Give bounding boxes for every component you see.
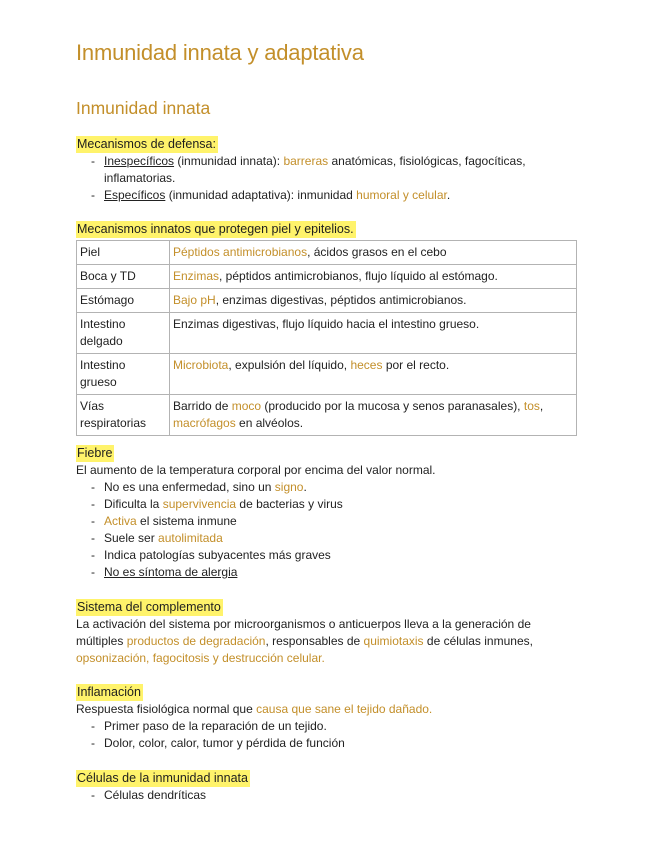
term-inespecificos: Inespecíficos bbox=[104, 154, 175, 168]
table-cell-site: Intestino delgado bbox=[77, 313, 170, 354]
dash-bullet: - bbox=[91, 531, 95, 545]
text-run: de bacterias y virus bbox=[236, 497, 343, 511]
fever-heading: Fiebre bbox=[77, 446, 113, 460]
dash-bullet: - bbox=[91, 480, 95, 494]
text-run: en alvéolos. bbox=[235, 416, 304, 430]
defense-section bbox=[76, 136, 575, 204]
table-cell-site: Boca y TD bbox=[77, 265, 170, 289]
text-run: . bbox=[428, 702, 433, 716]
dash-bullet: - bbox=[91, 736, 95, 750]
list-item bbox=[76, 530, 575, 547]
barriers-heading-wrap bbox=[76, 221, 575, 238]
text-run: anatómicas, fisiológicas, fagocíticas, inflamatorias. bbox=[104, 154, 526, 185]
table-row bbox=[77, 395, 577, 436]
table-cell-mechanisms bbox=[170, 313, 577, 354]
defense-heading: Mecanismos de defensa: bbox=[77, 137, 216, 151]
table-cell-site: Estómago bbox=[77, 289, 170, 313]
text-run: , péptidos antimicrobianos, flujo líquido al estómago. bbox=[219, 269, 498, 283]
table-cell-mechanisms bbox=[170, 265, 577, 289]
text-run: , expulsión del líquido, bbox=[228, 358, 351, 372]
dash-bullet: - bbox=[91, 548, 95, 562]
highlight-term: tos bbox=[523, 399, 540, 413]
text-run: (inmunidad adaptativa): inmunidad bbox=[165, 188, 357, 202]
text-run: (producido por la mucosa y senos paranasales), bbox=[261, 399, 524, 413]
table-row bbox=[77, 354, 577, 395]
table-row bbox=[77, 265, 577, 289]
barriers-heading: Mecanismos innatos que protegen piel y epitelios. bbox=[77, 222, 354, 236]
list-item-text: Células dendríticas bbox=[104, 788, 207, 802]
dash-bullet: - bbox=[91, 154, 95, 168]
highlight-term: signo bbox=[274, 480, 304, 494]
highlight-term: Activa bbox=[104, 514, 137, 528]
section-title: Inmunidad innata bbox=[76, 98, 211, 118]
text-run: (inmunidad innata): bbox=[174, 154, 284, 168]
text-run: Dificulta la bbox=[104, 497, 163, 511]
text-run: el sistema inmune bbox=[136, 514, 237, 528]
table-cell-site: Intestino grueso bbox=[77, 354, 170, 395]
highlight-term: causa que sane el tejido dañado bbox=[256, 702, 429, 716]
inflammation-list bbox=[76, 718, 575, 752]
dash-bullet: - bbox=[91, 788, 95, 802]
highlight-term: opsonización, fagocitosis y destrucción celular bbox=[76, 651, 322, 665]
text-run: La activación del sistema por microorganismos o anticuerpos lleva a la generación de múltiples bbox=[76, 617, 531, 648]
term-especificos: Específicos bbox=[104, 188, 166, 202]
text-run: , bbox=[539, 399, 544, 413]
list-item bbox=[76, 187, 575, 204]
text-run: , ácidos grasos en el cebo bbox=[307, 245, 447, 259]
text-run: Suele ser bbox=[104, 531, 159, 545]
text-run: Enzimas digestivas, flujo líquido hacia el intestino grueso. bbox=[173, 317, 480, 331]
complement-heading: Sistema del complemento bbox=[77, 600, 221, 614]
table-row bbox=[77, 289, 577, 313]
cells-heading: Células de la inmunidad innata bbox=[77, 771, 248, 785]
table-cell-mechanisms bbox=[170, 289, 577, 313]
list-item bbox=[76, 513, 575, 530]
highlight-term: heces bbox=[350, 358, 383, 372]
text-run: por el recto. bbox=[382, 358, 450, 372]
list-item bbox=[76, 496, 575, 513]
list-item bbox=[76, 153, 575, 187]
text-run: , enzimas digestivas, péptidos antimicrobianos. bbox=[215, 293, 467, 307]
list-item-text: Dolor, color, calor, tumor y pérdida de función bbox=[104, 736, 345, 750]
dash-bullet: - bbox=[91, 719, 95, 733]
text-run: . bbox=[446, 188, 451, 202]
text-run: Barrido de bbox=[173, 399, 232, 413]
list-item bbox=[76, 735, 575, 752]
complement-section bbox=[76, 599, 537, 667]
inflammation-intro bbox=[76, 701, 575, 718]
list-item bbox=[76, 564, 575, 581]
defense-list bbox=[76, 153, 575, 204]
dash-bullet: - bbox=[91, 497, 95, 511]
fever-list bbox=[76, 479, 575, 581]
complement-text bbox=[76, 616, 537, 667]
barriers-table bbox=[76, 240, 577, 436]
table-cell-mechanisms bbox=[170, 241, 577, 265]
highlight-term: humoral y celular bbox=[356, 188, 447, 202]
text-run: de células inmunes, bbox=[423, 634, 533, 648]
text-run: . bbox=[303, 480, 307, 494]
highlight-term: moco bbox=[231, 399, 262, 413]
table-cell-mechanisms bbox=[170, 354, 577, 395]
highlight-term: productos de degradación bbox=[126, 634, 266, 648]
text-run: Indica patologías subyacentes más graves bbox=[104, 548, 331, 562]
highlight-term: Microbiota bbox=[173, 358, 229, 372]
table-cell-site: Piel bbox=[77, 241, 170, 265]
highlight-term: quimiotaxis bbox=[363, 634, 424, 648]
list-item bbox=[76, 479, 575, 496]
table-cell-site: Vías respiratorias bbox=[77, 395, 170, 436]
highlight-term: Enzimas bbox=[173, 269, 220, 283]
table-row bbox=[77, 313, 577, 354]
cells-section bbox=[76, 770, 575, 804]
list-item-text: Primer paso de la reparación de un tejido. bbox=[104, 719, 327, 733]
inflammation-heading: Inflamación bbox=[77, 685, 141, 699]
highlight-term: supervivencia bbox=[162, 497, 237, 511]
text-run: , responsables de bbox=[265, 634, 364, 648]
document-title: Inmunidad innata y adaptativa bbox=[76, 40, 364, 65]
table-row bbox=[77, 241, 577, 265]
dash-bullet: - bbox=[91, 188, 95, 202]
highlight-term: macrófagos bbox=[173, 416, 236, 430]
fever-intro: El aumento de la temperatura corporal por encima del valor normal. bbox=[76, 463, 436, 477]
dash-bullet: - bbox=[91, 514, 95, 528]
dash-bullet: - bbox=[91, 565, 95, 579]
inflammation-section bbox=[76, 684, 575, 752]
highlight-term: Bajo pH bbox=[173, 293, 216, 307]
text-run: . bbox=[321, 651, 325, 665]
highlight-term: Péptidos antimicrobianos bbox=[173, 245, 308, 259]
list-item bbox=[76, 718, 575, 735]
fever-section bbox=[76, 445, 575, 581]
text-run: No es síntoma de alergia bbox=[104, 565, 238, 579]
highlight-term: barreras bbox=[283, 154, 329, 168]
list-item bbox=[76, 547, 575, 564]
cells-list bbox=[76, 787, 575, 804]
list-item bbox=[76, 787, 575, 804]
text-run: Respuesta fisiológica normal que bbox=[76, 702, 257, 716]
text-run: No es una enfermedad, sino un bbox=[104, 480, 275, 494]
table-cell-mechanisms bbox=[170, 395, 577, 436]
highlight-term: autolimitada bbox=[158, 531, 223, 545]
